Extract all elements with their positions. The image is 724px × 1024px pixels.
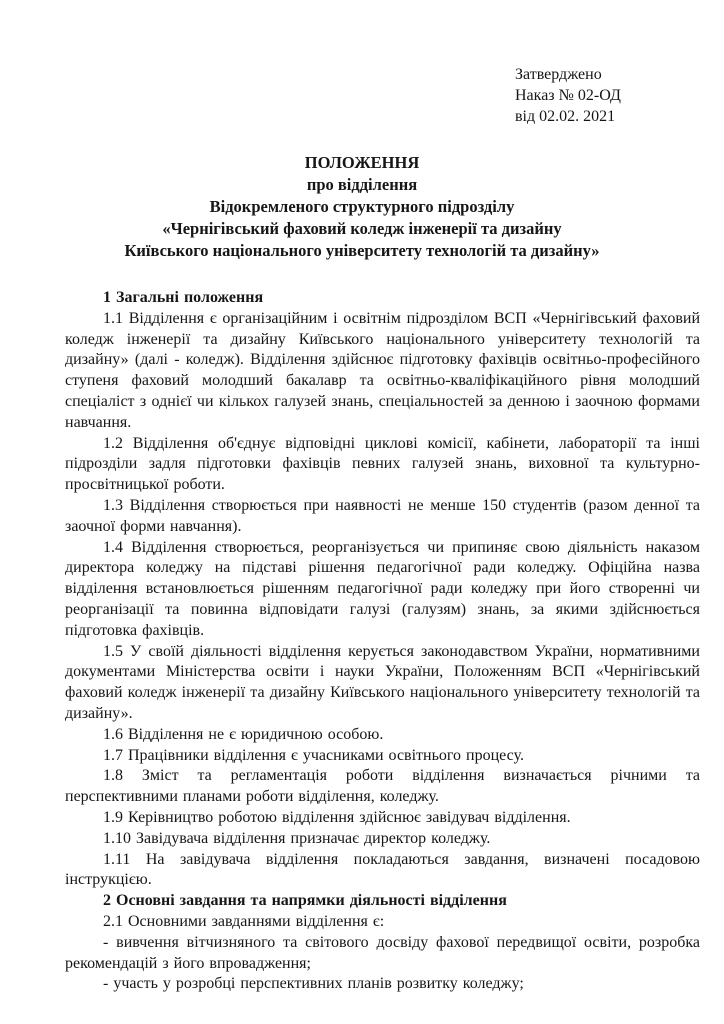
approval-line-order-number: Наказ № 02-ОД <box>515 87 621 104</box>
paragraph-1-11: 1.11 На завідувача відділення покладаються завдання, визначені посадовою інструкцією. <box>65 850 700 889</box>
paragraph-1-10: 1.10 Завідувача відділення призначає директор коледжу. <box>103 829 491 847</box>
approval-line-approved: Затверджено <box>515 66 602 83</box>
paragraph-2-1: 2.1 Основними завданнями відділення є: <box>103 912 385 930</box>
approval-block <box>515 64 621 127</box>
title-line-subject: про відділення <box>306 175 418 194</box>
paragraph-1-1: 1.1 Відділення є організаційним і освітнім підрозділом ВСП «Чернігівський фаховий коледж інженерії та дизайну Київського національного університету технологій та дизайну» (далі - коледж). Відділення здійснює підготовку фахівців освітньо-професійного ступеня фаховий молодший бакалавр та освітньо-кваліфікаційного рівня молодший спеціаліст з однієї чи кількох галузей знань, спеціальностей за денною і заочною формами навчання. <box>65 309 700 431</box>
title-line-main: ПОЛОЖЕННЯ <box>304 153 420 172</box>
paragraph-1-2: 1.2 Відділення об'єднує відповідні циклові комісії, кабінети, лабораторії та інші підрозділи задля підготовки фахівців певних галузей знань, виховної та культурно-просвітницької роботи. <box>65 434 700 494</box>
paragraph-1-7: 1.7 Працівники відділення є учасниками освітнього процесу. <box>103 746 524 764</box>
document-title <box>40 152 684 262</box>
section-1-heading: 1 Загальні положення <box>103 289 264 306</box>
document-body <box>65 288 700 995</box>
paragraph-1-6: 1.6 Відділення не є юридичною особою. <box>103 725 384 743</box>
paragraph-1-8: 1.8 Зміст та регламентація роботи відділення визначається річними та перспективними планами роботи відділення, коледжу. <box>65 767 700 806</box>
paragraph-1-3: 1.3 Відділення створюється при наявності не менше 150 студентів (разом денної та заочної форми навчання). <box>65 496 700 535</box>
paragraph-1-5: 1.5 У своїй діяльності відділення керується законодавством України, нормативними документами Міністерства освіти і науки України, Положенням ВСП «Чернігівський фаховий коледж інженерії та дизайну Київського національного університету технологій та дизайну». <box>65 642 700 722</box>
paragraph-1-4: 1.4 Відділення створюється, реорганізується чи припиняє свою діяльність наказом директора коледжу на підставі рішення педагогічної ради коледжу. Офіційна назва відділення встановлюється рішенням педагогічної ради коледжу при його створенні чи реорганізації та повинна відповідати галузі (галузям) знань, за якими здійснюється підготовка фахівців. <box>65 538 700 639</box>
approval-line-date: від 02.02. 2021 <box>515 108 616 125</box>
title-line-unit: Відокремленого структурного підрозділу <box>209 197 515 216</box>
title-line-university: Київського національного університету технологій та дизайну» <box>124 241 600 260</box>
section-2-heading: 2 Основні завдання та напрямки діяльності відділення <box>103 892 507 910</box>
title-line-college: «Чернігівський фаховий коледж інженерії та дизайну <box>162 219 562 238</box>
paragraph-1-9: 1.9 Керівництво роботою відділення здійснює завідувач відділення. <box>103 808 571 826</box>
bullet-item-2: - участь у розробці перспективних планів розвитку коледжу; <box>103 975 524 993</box>
bullet-item-1: - вивчення вітчизняного та світового досвіду фахової передвищої освіти, розробка рекомендацій з його впровадження; <box>65 933 700 972</box>
